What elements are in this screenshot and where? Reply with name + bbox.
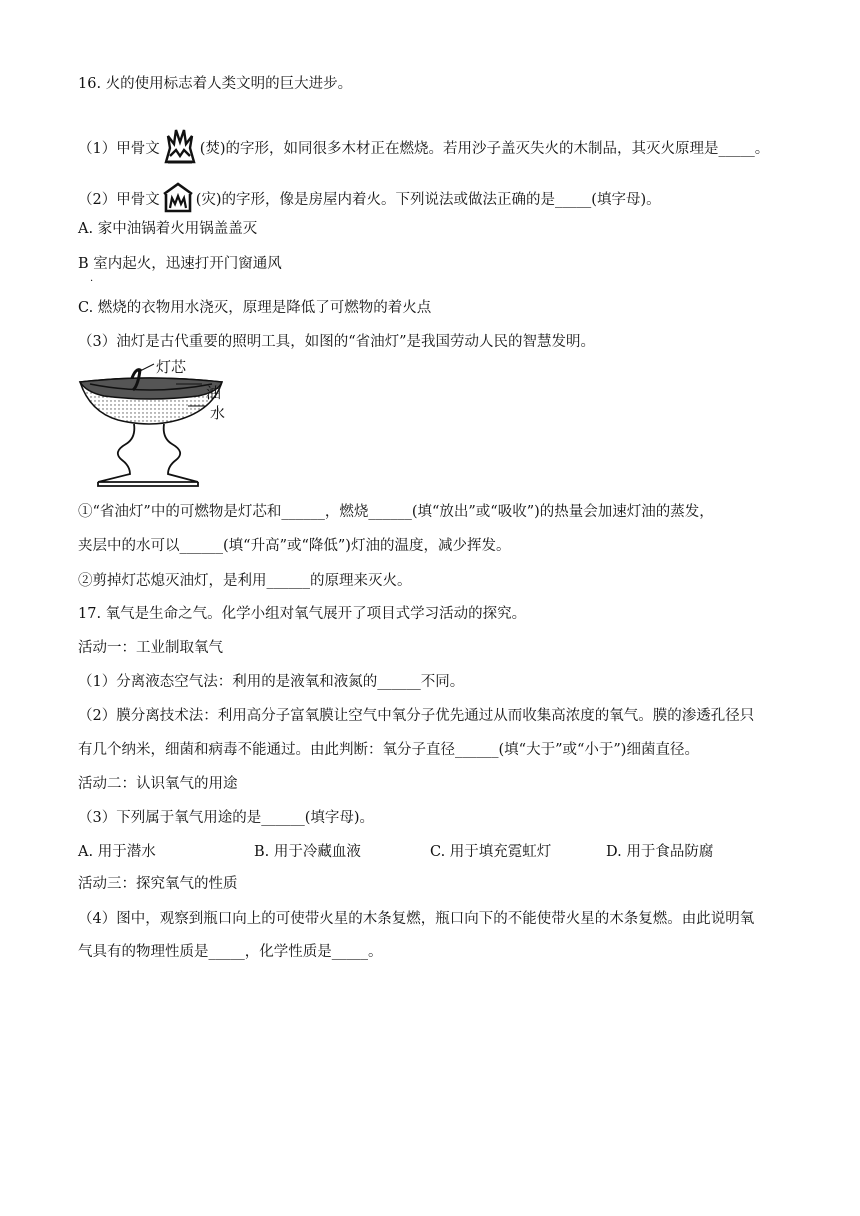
q17-activity1: 活动一：工业制取氧气 [78, 640, 223, 656]
q16-part2-suffix: (灾)的字形，像是房屋内着火。下列说法或做法正确的是_____(填字母)。 [195, 192, 661, 208]
q17-part4-line1: （4）图中，观察到瓶口向上的可使带火星的木条复燃，瓶口向下的不能使带火星的木条复燃。由此说明氧 [78, 911, 755, 927]
q16-sub1-line2: 夹层中的水可以______(填“升高”或“降低”)灯油的温度，减少挥发。 [78, 538, 511, 554]
lamp-label-wick: 灯芯 [156, 358, 187, 376]
q17-activity3: 活动三：探究氧气的性质 [78, 876, 238, 892]
q17-title: 17. 氧气是生命之气。化学小组对氧气展开了项目式学习活动的探究。 [78, 606, 527, 622]
q16-part2-prefix: （2）甲骨文 [78, 192, 160, 208]
q16-part1-prefix: （1）甲骨文 [78, 141, 160, 157]
q16-part2 [78, 180, 661, 220]
q17-activity2: 活动二：认识氧气的用途 [78, 776, 238, 792]
q16-sub1-line1: ①“省油灯”中的可燃物是灯芯和______，燃烧______(填“放出”或“吸收”)的热量会加速灯油的蒸发， [78, 504, 714, 520]
lamp-label-oil: 油 [206, 384, 222, 402]
q16-option-a: A. 家中油锅着火用锅盖盖灭 [78, 221, 258, 237]
lamp-label-water: 水 [210, 404, 226, 422]
q17-option-d: D. 用于食品防腐 [606, 844, 714, 860]
q17-option-c: C. 用于填充霓虹灯 [430, 844, 552, 860]
q17-options [78, 840, 778, 861]
q16-option-c: C. 燃烧的衣物用水浇灭，原理是降低了可燃物的着火点 [78, 300, 432, 316]
q17-part1: （1）分离液态空气法：利用的是液氧和液氮的______不同。 [78, 674, 465, 690]
oil-lamp-diagram [78, 360, 248, 494]
stray-dot: · [90, 276, 94, 287]
q17-part4-line2: 气具有的物理性质是_____，化学性质是_____。 [78, 944, 383, 960]
q16-part1-suffix: (焚)的字形，如同很多木材正在燃烧。若用沙子盖灭失火的木制品，其灭火原理是_____。 [199, 141, 770, 157]
q17-part2-line1: （2）膜分离技术法：利用高分子富氧膜让空气中氧分子优先通过从而收集高浓度的氧气。膜的渗透孔径只 [78, 708, 755, 724]
q16-title: 16. 火的使用标志着人类文明的巨大进步。 [78, 76, 353, 92]
q17-part2-line2: 有几个纳米，细菌和病毒不能通过。由此判断：氧分子直径______(填“大于”或“小于”)细菌直径。 [78, 742, 699, 758]
oracle-zai-glyph [160, 180, 196, 220]
q16-sub2: ②剪掉灯芯熄灭油灯，是利用______的原理来灭火。 [78, 573, 412, 589]
q17-option-b: B. 用于冷藏血液 [254, 844, 361, 860]
q16-part1 [78, 126, 769, 172]
q16-part3: （3）油灯是古代重要的照明工具，如图的“省油灯”是我国劳动人民的智慧发明。 [78, 334, 596, 350]
q16-option-b: B 室内起火，迅速打开门窗通风 [78, 256, 282, 272]
oracle-fen-glyph [160, 126, 200, 172]
q17-part3: （3）下列属于氧气用途的是______(填字母)。 [78, 810, 375, 826]
q17-option-a: A. 用于潜水 [78, 844, 156, 860]
